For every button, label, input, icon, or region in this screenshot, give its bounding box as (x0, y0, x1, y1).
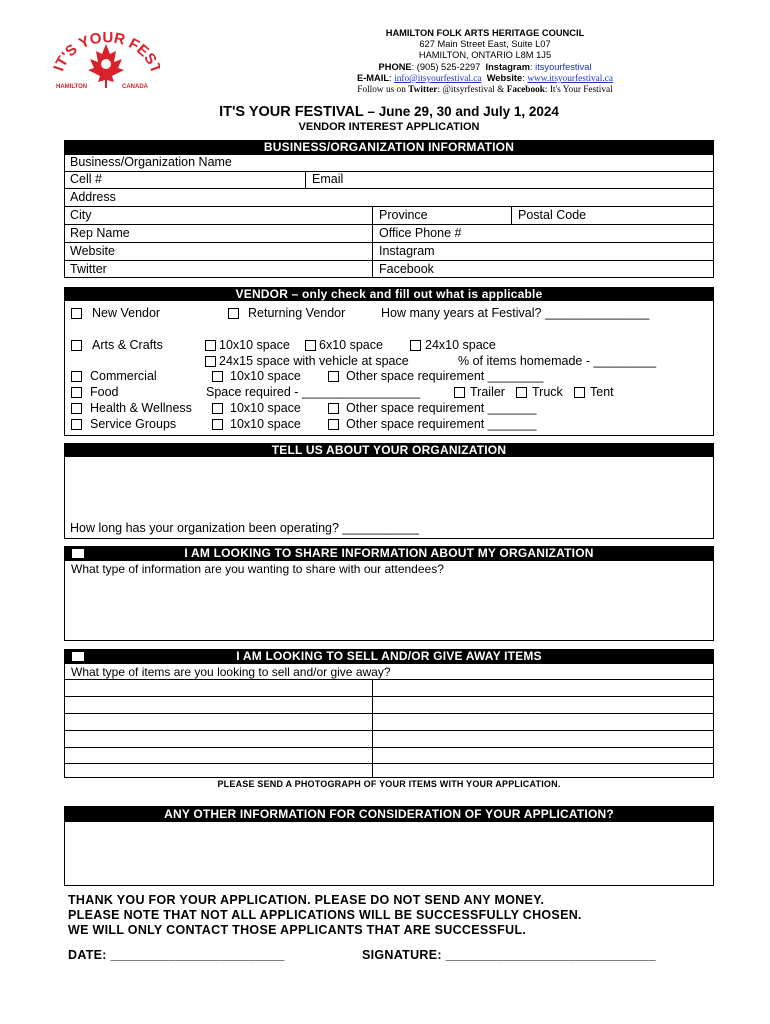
postal-code-field[interactable]: Postal Code (518, 208, 587, 222)
org-social-line: Follow us on Twitter: @itsyrfestival & Facebook: It's Your Festival (357, 85, 613, 96)
website-field[interactable]: Website (70, 244, 115, 258)
health-10x10-label: 10x10 space (230, 401, 301, 415)
email-link[interactable]: info@itsyourfestival.ca (394, 73, 482, 84)
food-space-field[interactable]: Space required - _________________ (206, 385, 421, 399)
org-phone-line: PHONE: (905) 525-2297 Instagram: itsyourfestival (378, 61, 592, 72)
org-header (250, 28, 720, 96)
arts-24x10-checkbox[interactable] (410, 340, 421, 351)
instagram-field[interactable]: Instagram (379, 244, 435, 258)
facebook-field[interactable]: Facebook (379, 262, 434, 276)
business-bar: BUSINESS/ORGANIZATION INFORMATION (64, 140, 714, 155)
food-label: Food (90, 385, 119, 399)
arts-crafts-label: Arts & Crafts (92, 338, 163, 352)
commercial-other-field[interactable]: Other space requirement ________ (346, 369, 544, 383)
twitter-field[interactable]: Twitter (70, 262, 107, 276)
tent-label: Tent (590, 385, 614, 399)
sell-question: What type of items are you looking to sell and/or give away? (71, 665, 391, 679)
share-bar: I AM LOOKING TO SHARE INFORMATION ABOUT MY ORGANIZATION (64, 546, 714, 561)
arts-10x10-checkbox[interactable] (205, 340, 216, 351)
health-other-checkbox[interactable] (328, 403, 339, 414)
commercial-label: Commercial (90, 369, 157, 383)
operating-duration-field[interactable]: How long has your organization been operating? ___________ (70, 521, 419, 535)
homemade-field[interactable]: % of items homemade - _________ (458, 354, 657, 368)
website-link[interactable]: www.itsyourfestival.ca (527, 73, 613, 84)
city-field[interactable]: City (70, 208, 92, 222)
svg-text:CANADA: CANADA (122, 84, 148, 90)
share-checkbox[interactable] (71, 548, 85, 559)
arts-24x15-checkbox[interactable] (205, 356, 216, 367)
share-question: What type of information are you wanting to share with our attendees? (71, 562, 444, 576)
svg-text:HAMILTON: HAMILTON (56, 84, 88, 90)
arts-24x15-label: 24x15 space with vehicle at space (219, 354, 409, 368)
email-field[interactable]: Email (312, 172, 344, 186)
health-other-field[interactable]: Other space requirement _______ (346, 401, 537, 415)
returning-vendor-checkbox[interactable] (228, 308, 239, 319)
footer-line-2: PLEASE NOTE THAT NOT ALL APPLICATIONS WILL BE SUCCESSFULLY CHOSEN. (68, 908, 582, 922)
arts-6x10-label: 6x10 space (319, 338, 383, 352)
new-vendor-checkbox[interactable] (71, 308, 82, 319)
service-groups-label: Service Groups (90, 417, 177, 431)
service-10x10-label: 10x10 space (230, 417, 301, 431)
commercial-checkbox[interactable] (71, 371, 82, 382)
page-subtitle: VENDOR INTEREST APPLICATION (298, 121, 480, 133)
date-field[interactable]: DATE: ________________________ (68, 948, 285, 962)
service-10x10-checkbox[interactable] (212, 419, 223, 430)
arts-24x10-label: 24x10 space (425, 338, 496, 352)
office-phone-field[interactable]: Office Phone # (379, 226, 462, 240)
trailer-label: Trailer (470, 385, 505, 399)
svg-text:IT'S YOUR FESTIVAL: T'S YOUR FES (52, 29, 160, 71)
health-wellness-checkbox[interactable] (71, 403, 82, 414)
page-title: IT'S YOUR FESTIVAL – June 29, 30 and July 1, 2024 (219, 104, 559, 120)
returning-vendor-label: Returning Vendor (248, 306, 346, 320)
service-other-field[interactable]: Other space requirement _______ (346, 417, 537, 431)
rep-name-field[interactable]: Rep Name (70, 226, 130, 240)
truck-label: Truck (532, 385, 563, 399)
commercial-10x10-checkbox[interactable] (212, 371, 223, 382)
service-groups-checkbox[interactable] (71, 419, 82, 430)
footer-notes (68, 893, 582, 938)
org-address-2: HAMILTON, ONTARIO L8M 1J5 (418, 50, 552, 61)
truck-checkbox[interactable] (516, 387, 527, 398)
footer-line-1: THANK YOU FOR YOUR APPLICATION. PLEASE DO NOT SEND ANY MONEY. (68, 893, 545, 907)
festival-logo (52, 22, 160, 92)
address-field[interactable]: Address (70, 190, 116, 204)
trailer-checkbox[interactable] (454, 387, 465, 398)
business-name-field[interactable]: Business/Organization Name (70, 155, 232, 169)
sell-bar: I AM LOOKING TO SELL AND/OR GIVE AWAY ITEMS (64, 649, 714, 664)
health-wellness-label: Health & Wellness (90, 401, 192, 415)
arts-6x10-checkbox[interactable] (305, 340, 316, 351)
province-field[interactable]: Province (379, 208, 428, 222)
sell-checkbox[interactable] (71, 651, 85, 662)
arts-10x10-label: 10x10 space (219, 338, 290, 352)
years-at-festival-field[interactable]: How many years at Festival? _______________ (381, 306, 650, 320)
org-address-1: 627 Main Street East, Suite L07 (419, 39, 551, 50)
cell-field[interactable]: Cell # (70, 172, 102, 186)
service-other-checkbox[interactable] (328, 419, 339, 430)
other-info-bar: ANY OTHER INFORMATION FOR CONSIDERATION OF YOUR APPLICATION? (64, 806, 714, 822)
signature-field[interactable]: SIGNATURE: _____________________________ (362, 948, 656, 962)
arts-crafts-checkbox[interactable] (71, 340, 82, 351)
commercial-other-checkbox[interactable] (328, 371, 339, 382)
food-checkbox[interactable] (71, 387, 82, 398)
org-email-line: E-MAIL: info@itsyourfestival.ca Website: www.itsyourfestival.ca (357, 72, 613, 84)
health-10x10-checkbox[interactable] (212, 403, 223, 414)
tell-us-bar: TELL US ABOUT YOUR ORGANIZATION (64, 443, 714, 457)
tent-checkbox[interactable] (574, 387, 585, 398)
commercial-10x10-label: 10x10 space (230, 369, 301, 383)
new-vendor-label: New Vendor (92, 306, 161, 320)
vendor-bar: VENDOR – only check and fill out what is applicable (64, 287, 714, 301)
photo-note: PLEASE SEND A PHOTOGRAPH OF YOUR ITEMS WITH YOUR APPLICATION. (217, 779, 561, 789)
org-name: HAMILTON FOLK ARTS HERITAGE COUNCIL (385, 28, 585, 38)
footer-line-3: WE WILL ONLY CONTACT THOSE APPLICANTS THAT ARE SUCCESSFUL. (68, 923, 527, 937)
